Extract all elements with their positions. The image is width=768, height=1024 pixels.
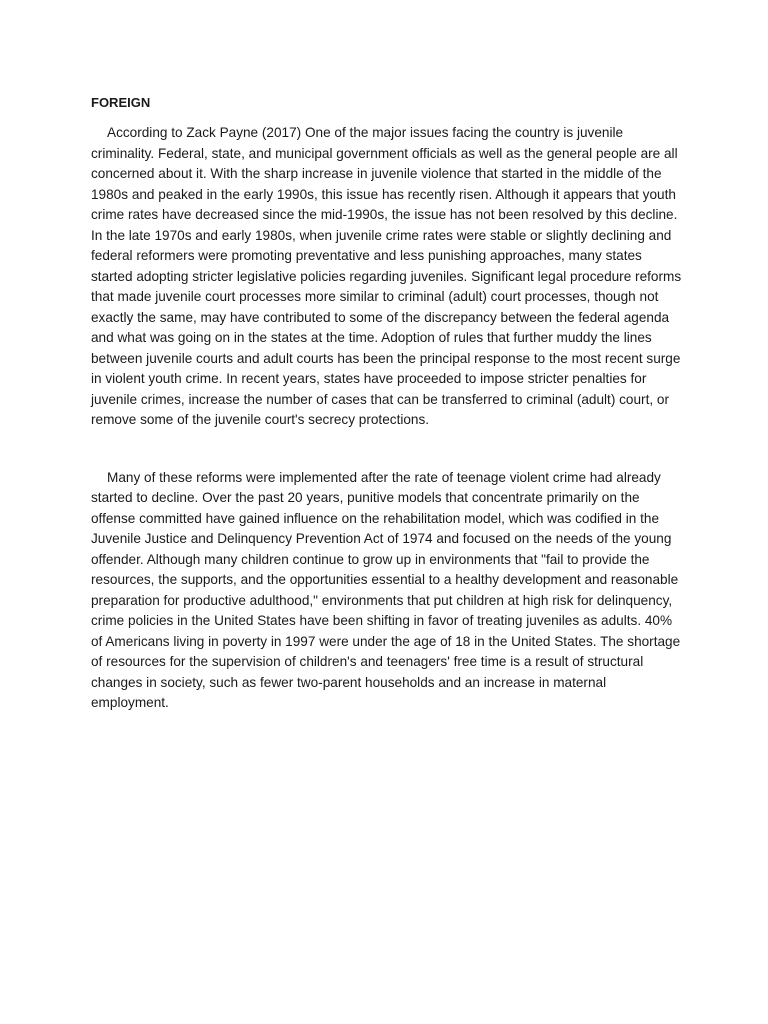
document-heading: FOREIGN (91, 95, 151, 110)
paragraph-2: Many of these reforms were implemented after the rate of teenage violent crime had already started to decline. Over the past 20 years, punitive models that concentrate primarily on the offense committed have gained influence on the rehabilitation model, which was codified in the Juvenile Justice and Delinquency Prevention Act of 1974 and focused on the needs of the young offender. Although many children continue to grow up in environments that "fail to provide the resources, the supports, and the opportunities essential to a healthy development and reasonable preparation for productive adulthood," environments that put children at high risk for delinquency, crime policies in the United States have been shifting in favor of treating juveniles as adults. 40% of Americans living in poverty in 1997 were under the age of 18 in the United States. The shortage of resources for the supervision of children's and teenagers' free time is a result of structural changes in society, such as fewer two-parent households and an increase in maternal employment. (91, 469, 681, 710)
paragraph-1: According to Zack Payne (2017) One of the major issues facing the country is juvenile criminality. Federal, state, and municipal government officials as well as the general people are all concerned about it. With the sharp increase in juvenile violence that started in the middle of the 1980s and peaked in the early 1990s, this issue has recently risen. Although it appears that youth crime rates have decreased since the mid-1990s, the issue has not been resolved by this decline. In the late 1970s and early 1980s, when juvenile crime rates were stable or slightly declining and federal reformers were promoting preventative and less punishing approaches, many states started adopting stricter legislative policies regarding juveniles. Significant legal procedure reforms that made juvenile court processes more similar to criminal (adult) court processes, though not exactly the same, may have contributed to some of the discrepancy between the federal agenda and what was going on in the states at the time. Adoption of rules that further muddy the lines between juvenile courts and adult courts has been the principal response to the most recent surge in violent youth crime. In recent years, states have proceeded to impose stricter penalties for juvenile crimes, increase the number of cases that can be transferred to criminal (adult) court, or remove some of the juvenile court's secrecy protections. (91, 125, 682, 427)
document-body (91, 93, 683, 714)
